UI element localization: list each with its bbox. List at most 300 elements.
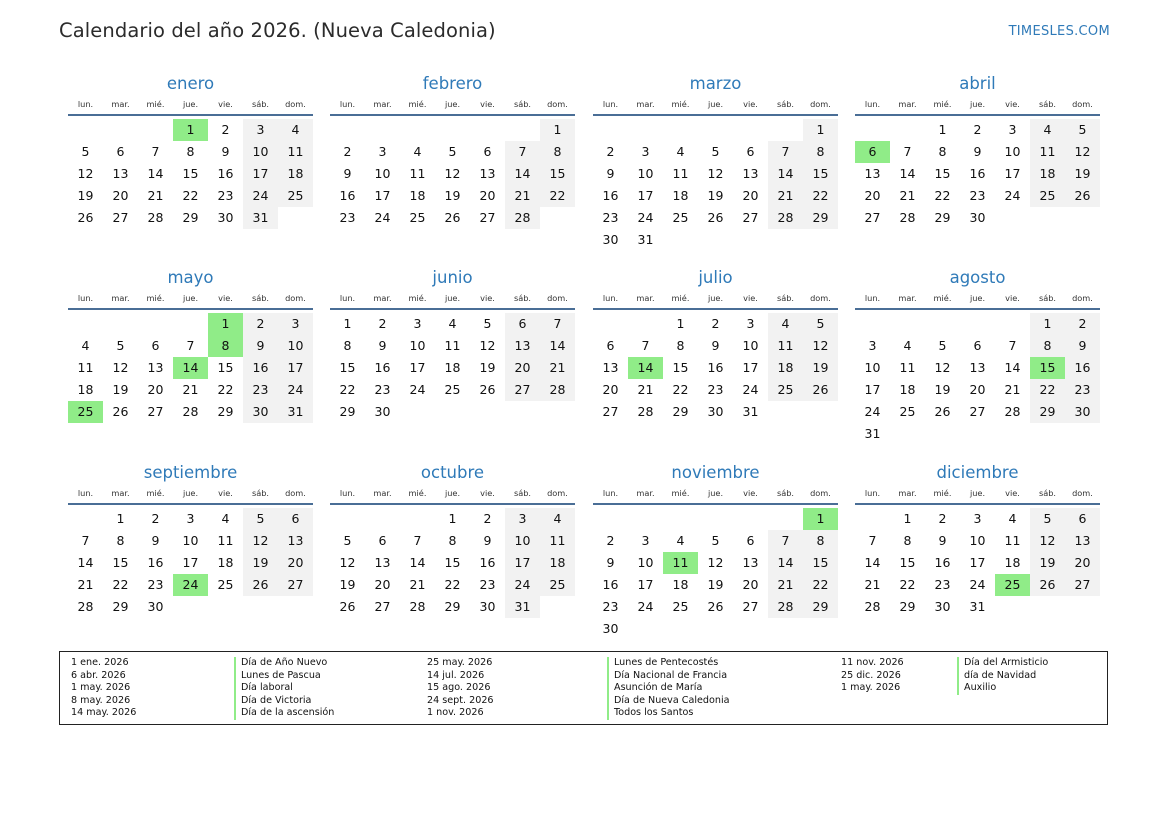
weekday-label: dom. [285, 293, 306, 303]
day-cell: 28 [1004, 404, 1021, 419]
weekday-label: mié. [671, 293, 690, 303]
day-cell: 7 [641, 338, 650, 353]
day-cell: 24 [637, 599, 654, 614]
day-cell: 14 [768, 552, 803, 574]
weekday-label: mié. [671, 99, 690, 109]
day-cell: 28 [409, 599, 426, 614]
day-cell: 23 [147, 577, 164, 592]
holiday-cell: 25 [995, 574, 1030, 596]
holiday-cell: 14 [628, 357, 663, 379]
weekday-header [68, 98, 313, 116]
day-cell: 16 [602, 188, 619, 203]
weekday-label: mié. [146, 293, 165, 303]
day-cell: 19 [339, 577, 356, 592]
legend-names-column [234, 657, 334, 720]
day-cell: 14 [505, 163, 540, 185]
day-cell: 25 [444, 382, 461, 397]
day-cell: 6 [746, 144, 755, 159]
day-cell: 3 [746, 316, 755, 331]
day-cell: 23 [602, 210, 619, 225]
day-cell: 22 [934, 188, 951, 203]
day-cell: 18 [409, 188, 426, 203]
weekday-label: vie. [480, 488, 495, 498]
day-cell: 13 [742, 166, 759, 181]
month-noviembre [593, 461, 838, 640]
month-julio [593, 266, 838, 423]
day-cell: 13 [1065, 530, 1100, 552]
day-cell: 6 [973, 338, 982, 353]
day-cell: 18 [444, 360, 461, 375]
day-cell: 4 [676, 533, 685, 548]
day-cell: 14 [864, 555, 881, 570]
day-cell: 19 [77, 188, 94, 203]
weekday-label: vie. [480, 99, 495, 109]
legend-holiday-name: Lunes de Pascua [234, 670, 334, 683]
day-cell: 4 [768, 313, 803, 335]
weekday-label: mié. [933, 99, 952, 109]
day-cell: 27 [969, 404, 986, 419]
day-cell: 12 [803, 335, 838, 357]
months-grid [68, 72, 1101, 644]
month-name: marzo [689, 74, 742, 93]
day-cell: 9 [221, 144, 230, 159]
day-cell: 13 [742, 555, 759, 570]
day-cell: 22 [803, 574, 838, 596]
day-cell: 26 [1030, 574, 1065, 596]
legend-date: 1 may. 2026 [71, 682, 131, 694]
legend-date: 1 may. 2026 [841, 682, 901, 694]
legend-holiday-name: Día de Nueva Caledonia [607, 695, 730, 708]
day-cell: 2 [1065, 313, 1100, 335]
day-cell: 25 [1030, 185, 1065, 207]
day-cell: 8 [186, 144, 195, 159]
holiday-cell: 1 [208, 313, 243, 335]
legend-dates-column [71, 657, 136, 720]
day-cell: 25 [672, 210, 689, 225]
empty-cell [330, 508, 365, 530]
day-cell: 2 [343, 144, 352, 159]
empty-cell [628, 508, 663, 530]
day-cell: 29 [899, 599, 916, 614]
day-cell: 22 [803, 185, 838, 207]
weekday-label: lun. [77, 488, 94, 498]
weekday-label: mié. [146, 99, 165, 109]
weekday-label: jue. [707, 488, 724, 498]
weekday-label: jue. [444, 99, 461, 109]
day-cell: 17 [374, 188, 391, 203]
day-cell: 11 [1004, 533, 1021, 548]
legend-date: 14 jul. 2026 [427, 669, 485, 681]
day-cell: 2 [606, 144, 615, 159]
empty-cell [103, 313, 138, 335]
day-cell: 11 [217, 533, 234, 548]
day-cell: 5 [938, 338, 947, 353]
weekday-label: dom. [810, 488, 831, 498]
day-cell: 15 [217, 360, 234, 375]
day-cell: 22 [672, 382, 689, 397]
day-cell: 20 [742, 577, 759, 592]
weekday-label: jue. [969, 99, 986, 109]
weekday-label: dom. [810, 99, 831, 109]
weekday-label: mié. [408, 488, 427, 498]
day-cell: 4 [1030, 119, 1065, 141]
day-cell: 10 [278, 335, 313, 357]
weekday-label: dom. [285, 488, 306, 498]
day-cell: 15 [672, 360, 689, 375]
day-cell: 12 [1030, 530, 1065, 552]
day-cell: 30 [969, 210, 986, 225]
legend-date: 25 dic. 2026 [841, 669, 901, 681]
weekday-label: vie. [218, 99, 233, 109]
day-cell: 12 [243, 530, 278, 552]
day-cell: 2 [938, 511, 947, 526]
day-cell: 10 [637, 555, 654, 570]
day-cell: 29 [803, 596, 838, 618]
day-cell: 20 [505, 357, 540, 379]
legend-holiday-name: día de Navidad [957, 670, 1048, 683]
empty-cell [733, 119, 768, 141]
weekday-label: jue. [969, 293, 986, 303]
day-cell: 1 [938, 122, 947, 137]
day-cell: 10 [1004, 144, 1021, 159]
day-cell: 6 [746, 533, 755, 548]
empty-cell [890, 119, 925, 141]
day-cell: 2 [378, 316, 387, 331]
day-cell: 17 [243, 163, 278, 185]
legend-date: 14 may. 2026 [71, 707, 137, 719]
weekday-header [330, 98, 575, 116]
weekday-header [855, 292, 1100, 310]
legend-date: 24 sept. 2026 [427, 694, 494, 706]
weekday-label: lun. [864, 488, 881, 498]
day-cell: 21 [768, 185, 803, 207]
empty-cell [103, 119, 138, 141]
weekday-label: sáb. [1038, 488, 1057, 498]
weekday-label: sáb. [513, 488, 532, 498]
day-cell: 23 [479, 577, 496, 592]
weekday-label: vie. [743, 99, 758, 109]
weekday-label: dom. [810, 293, 831, 303]
day-cell: 8 [116, 533, 125, 548]
legend-date: 15 ago. 2026 [427, 682, 491, 694]
weekday-label: lun. [602, 293, 619, 303]
day-cell: 26 [112, 404, 129, 419]
day-cell: 18 [540, 552, 575, 574]
day-cell: 29 [182, 210, 199, 225]
day-cell: 14 [540, 335, 575, 357]
weekday-label: vie. [218, 488, 233, 498]
day-cell: 19 [707, 577, 724, 592]
day-cell: 8 [540, 141, 575, 163]
weekday-label: sáb. [251, 293, 270, 303]
month-name: enero [166, 74, 215, 93]
day-cell: 23 [243, 379, 278, 401]
day-cell: 12 [77, 166, 94, 181]
weekday-label: vie. [1005, 293, 1020, 303]
legend-holiday-name: Día de la ascensión [234, 707, 334, 720]
day-cell: 11 [278, 141, 313, 163]
day-cell: 5 [448, 144, 457, 159]
day-cell: 13 [969, 360, 986, 375]
day-cell: 26 [707, 599, 724, 614]
weekday-label: vie. [743, 488, 758, 498]
day-cell: 1 [540, 119, 575, 141]
weekday-label: dom. [1072, 293, 1093, 303]
day-cell: 27 [602, 404, 619, 419]
holiday-cell: 15 [1030, 357, 1065, 379]
day-cell: 19 [479, 360, 496, 375]
day-cell: 24 [637, 210, 654, 225]
day-cell: 31 [637, 232, 654, 247]
weekday-label: mié. [671, 488, 690, 498]
day-cell: 31 [243, 207, 278, 229]
empty-cell [68, 119, 103, 141]
day-cell: 9 [606, 555, 615, 570]
weekday-label: jue. [182, 488, 199, 498]
weekday-label: mar. [373, 488, 392, 498]
day-cell: 2 [711, 316, 720, 331]
day-cell: 29 [934, 210, 951, 225]
day-cell: 20 [969, 382, 986, 397]
day-cell: 5 [1065, 119, 1100, 141]
day-cell: 3 [278, 313, 313, 335]
empty-cell [173, 313, 208, 335]
weekday-label: vie. [480, 293, 495, 303]
day-cell: 15 [540, 163, 575, 185]
day-cell: 14 [899, 166, 916, 181]
weekday-label: mié. [408, 99, 427, 109]
day-cell: 24 [969, 577, 986, 592]
day-cell: 15 [444, 555, 461, 570]
day-cell: 8 [343, 338, 352, 353]
day-cell: 7 [903, 144, 912, 159]
day-cell: 31 [969, 599, 986, 614]
legend-holiday-name: Día del Armisticio [957, 657, 1048, 670]
day-cell: 4 [676, 144, 685, 159]
day-cell: 11 [444, 338, 461, 353]
day-cell: 30 [602, 232, 619, 247]
weekday-label: dom. [547, 99, 568, 109]
day-cell: 30 [374, 404, 391, 419]
day-cell: 15 [803, 552, 838, 574]
month-name: diciembre [936, 463, 1019, 482]
legend-holiday-name: Auxilio [957, 682, 1048, 695]
day-cell: 21 [505, 185, 540, 207]
empty-cell [925, 313, 960, 335]
day-cell: 20 [602, 382, 619, 397]
day-cell: 8 [676, 338, 685, 353]
day-cell: 28 [768, 207, 803, 229]
weekday-label: lun. [339, 99, 356, 109]
day-cell: 2 [151, 511, 160, 526]
weekday-label: mar. [111, 99, 130, 109]
weekday-label: mié. [408, 293, 427, 303]
legend-date: 25 may. 2026 [427, 657, 493, 668]
day-cell: 1 [676, 316, 685, 331]
day-cell: 21 [77, 577, 94, 592]
weekday-label: lun. [339, 488, 356, 498]
day-cell: 12 [707, 166, 724, 181]
day-cell: 4 [903, 338, 912, 353]
brand-link[interactable]: TIMESLES.COM [1008, 24, 1110, 39]
day-cell: 7 [81, 533, 90, 548]
weekday-label: lun. [864, 293, 881, 303]
day-cell: 1 [116, 511, 125, 526]
day-cell: 21 [540, 357, 575, 379]
day-cell: 13 [505, 335, 540, 357]
weekday-label: sáb. [776, 488, 795, 498]
day-cell: 19 [707, 188, 724, 203]
day-cell: 25 [409, 210, 426, 225]
day-cell: 22 [339, 382, 356, 397]
day-cell: 8 [903, 533, 912, 548]
empty-cell [855, 508, 890, 530]
day-cell: 11 [540, 530, 575, 552]
day-cell: 19 [803, 357, 838, 379]
day-cell: 31 [864, 426, 881, 441]
weekday-label: lun. [602, 488, 619, 498]
day-cell: 3 [413, 316, 422, 331]
day-cell: 10 [969, 533, 986, 548]
weekday-label: vie. [1005, 99, 1020, 109]
month-name: abril [959, 74, 996, 93]
day-cell: 25 [899, 404, 916, 419]
day-cell: 25 [540, 574, 575, 596]
empty-cell [628, 313, 663, 335]
legend-dates-column [427, 657, 494, 720]
day-cell: 1 [903, 511, 912, 526]
day-cell: 15 [182, 166, 199, 181]
day-cell: 6 [278, 508, 313, 530]
weekday-label: sáb. [776, 293, 795, 303]
empty-cell [435, 119, 470, 141]
month-octubre [330, 461, 575, 618]
weekday-label: sáb. [251, 99, 270, 109]
day-cell: 26 [803, 379, 838, 401]
day-cell: 25 [217, 577, 234, 592]
day-grid [330, 508, 575, 618]
weekday-label: mar. [898, 99, 917, 109]
empty-cell [593, 508, 628, 530]
day-cell: 16 [479, 555, 496, 570]
day-cell: 16 [374, 360, 391, 375]
day-cell: 29 [112, 599, 129, 614]
weekday-label: mar. [111, 488, 130, 498]
legend-names-column [957, 657, 1048, 695]
weekday-label: lun. [864, 99, 881, 109]
day-cell: 28 [147, 210, 164, 225]
day-cell: 9 [606, 166, 615, 181]
legend-names-column [607, 657, 730, 720]
day-cell: 11 [768, 335, 803, 357]
day-cell: 4 [278, 119, 313, 141]
day-cell: 19 [934, 382, 951, 397]
weekday-label: mar. [373, 99, 392, 109]
day-cell: 18 [672, 188, 689, 203]
day-cell: 8 [803, 530, 838, 552]
legend-date: 6 abr. 2026 [71, 669, 126, 681]
weekday-label: sáb. [513, 99, 532, 109]
weekday-header [330, 292, 575, 310]
day-cell: 16 [147, 555, 164, 570]
day-cell: 11 [1030, 141, 1065, 163]
month-agosto [855, 266, 1100, 445]
day-cell: 28 [899, 210, 916, 225]
day-cell: 28 [540, 379, 575, 401]
day-cell: 24 [374, 210, 391, 225]
day-cell: 5 [81, 144, 90, 159]
day-cell: 18 [77, 382, 94, 397]
day-cell: 12 [444, 166, 461, 181]
day-cell: 3 [868, 338, 877, 353]
day-cell: 26 [444, 210, 461, 225]
day-cell: 1 [448, 511, 457, 526]
day-cell: 4 [540, 508, 575, 530]
empty-cell [68, 313, 103, 335]
day-cell: 21 [1004, 382, 1021, 397]
page-title: Calendario del año 2026. (Nueva Caledonia) [59, 19, 496, 42]
day-cell: 8 [448, 533, 457, 548]
day-cell: 28 [505, 207, 540, 229]
weekday-header [593, 292, 838, 310]
day-cell: 12 [1065, 141, 1100, 163]
legend-date: 1 ene. 2026 [71, 657, 129, 668]
day-cell: 25 [278, 185, 313, 207]
day-grid [593, 313, 838, 423]
day-cell: 29 [444, 599, 461, 614]
day-cell: 24 [1004, 188, 1021, 203]
legend-dates-column [841, 657, 904, 695]
day-cell: 26 [77, 210, 94, 225]
day-cell: 5 [483, 316, 492, 331]
day-cell: 23 [707, 382, 724, 397]
weekday-label: jue. [444, 293, 461, 303]
month-mayo [68, 266, 313, 423]
day-cell: 10 [742, 338, 759, 353]
empty-cell [768, 119, 803, 141]
day-cell: 9 [973, 144, 982, 159]
day-cell: 23 [374, 382, 391, 397]
day-cell: 19 [112, 382, 129, 397]
day-cell: 10 [637, 166, 654, 181]
day-cell: 6 [116, 144, 125, 159]
day-cell: 11 [77, 360, 94, 375]
empty-cell [593, 313, 628, 335]
day-cell: 17 [182, 555, 199, 570]
day-cell: 10 [243, 141, 278, 163]
day-cell: 22 [217, 382, 234, 397]
day-cell: 26 [479, 382, 496, 397]
weekday-label: sáb. [1038, 99, 1057, 109]
day-cell: 29 [803, 207, 838, 229]
day-cell: 21 [864, 577, 881, 592]
weekday-label: mar. [898, 488, 917, 498]
weekday-label: sáb. [1038, 293, 1057, 303]
month-name: junio [432, 268, 473, 287]
day-grid [68, 313, 313, 423]
day-cell: 15 [112, 555, 129, 570]
day-cell: 9 [243, 335, 278, 357]
weekday-label: mié. [933, 293, 952, 303]
holiday-cell: 6 [855, 141, 890, 163]
empty-cell [400, 119, 435, 141]
day-grid [593, 119, 838, 251]
day-cell: 17 [742, 360, 759, 375]
day-cell: 29 [339, 404, 356, 419]
holiday-legend [59, 651, 1108, 725]
empty-cell [470, 119, 505, 141]
day-cell: 28 [864, 599, 881, 614]
